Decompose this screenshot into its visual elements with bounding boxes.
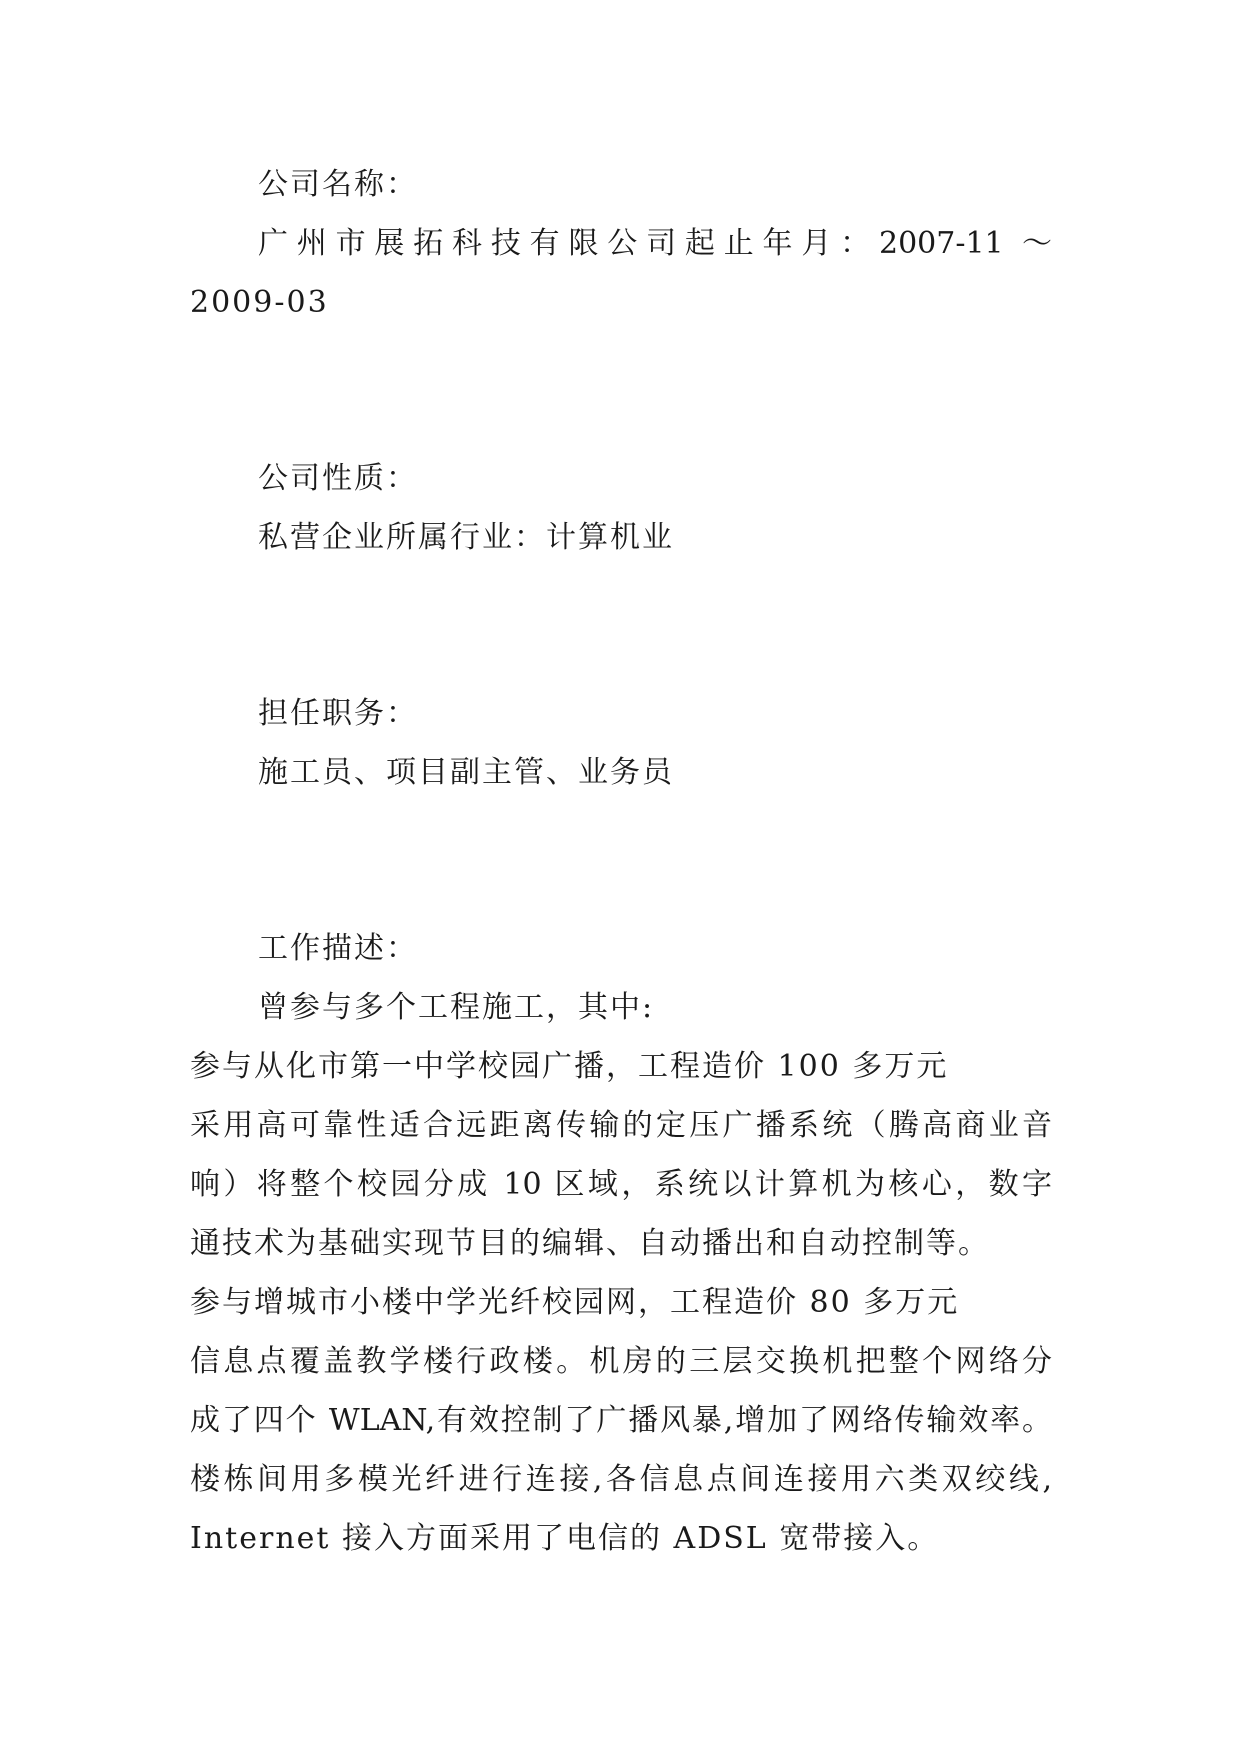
work-description-label: 工作描述： [258,931,418,966]
position-value: 施工员、项目副主管、业务员 [258,755,674,790]
company-nature-label: 公司性质： [258,461,418,496]
work-line: 信息点覆盖教学楼行政楼。机房的三层交换机把整个网络分 [190,1344,1052,1379]
work-line: 楼栋间用多模光纤进行连接,各信息点间连接用六类双绞线, [190,1462,1052,1497]
work-line: 参与增城市小楼中学光纤校园网，工程造价 80 多万元 [190,1285,960,1320]
company-name-value-line1: 广州市展拓科技有限公司起止年月：2007-11 ～ [258,226,1052,261]
work-description-intro: 曾参与多个工程施工，其中: [258,990,655,1025]
company-name-label: 公司名称： [258,167,418,202]
work-line: 参与从化市第一中学校园广播，工程造价 100 多万元 [190,1049,949,1084]
work-line: 通技术为基础实现节目的编辑、自动播出和自动控制等。 [190,1226,990,1261]
work-line: 响）将整个校园分成 10 区域，系统以计算机为核心，数字 [190,1167,1052,1202]
work-line: 成了四个 WLAN,有效控制了广播风暴,增加了网络传输效率。 [190,1403,1052,1438]
position-label: 担任职务： [258,696,418,731]
company-nature-value: 私营企业所属行业：计算机业 [258,520,674,555]
work-line: 采用高可靠性适合远距离传输的定压广播系统（腾高商业音 [190,1108,1052,1143]
work-line: Internet 接入方面采用了电信的 ADSL 宽带接入。 [190,1521,940,1556]
company-name-value-line2: 2009-03 [190,285,329,320]
